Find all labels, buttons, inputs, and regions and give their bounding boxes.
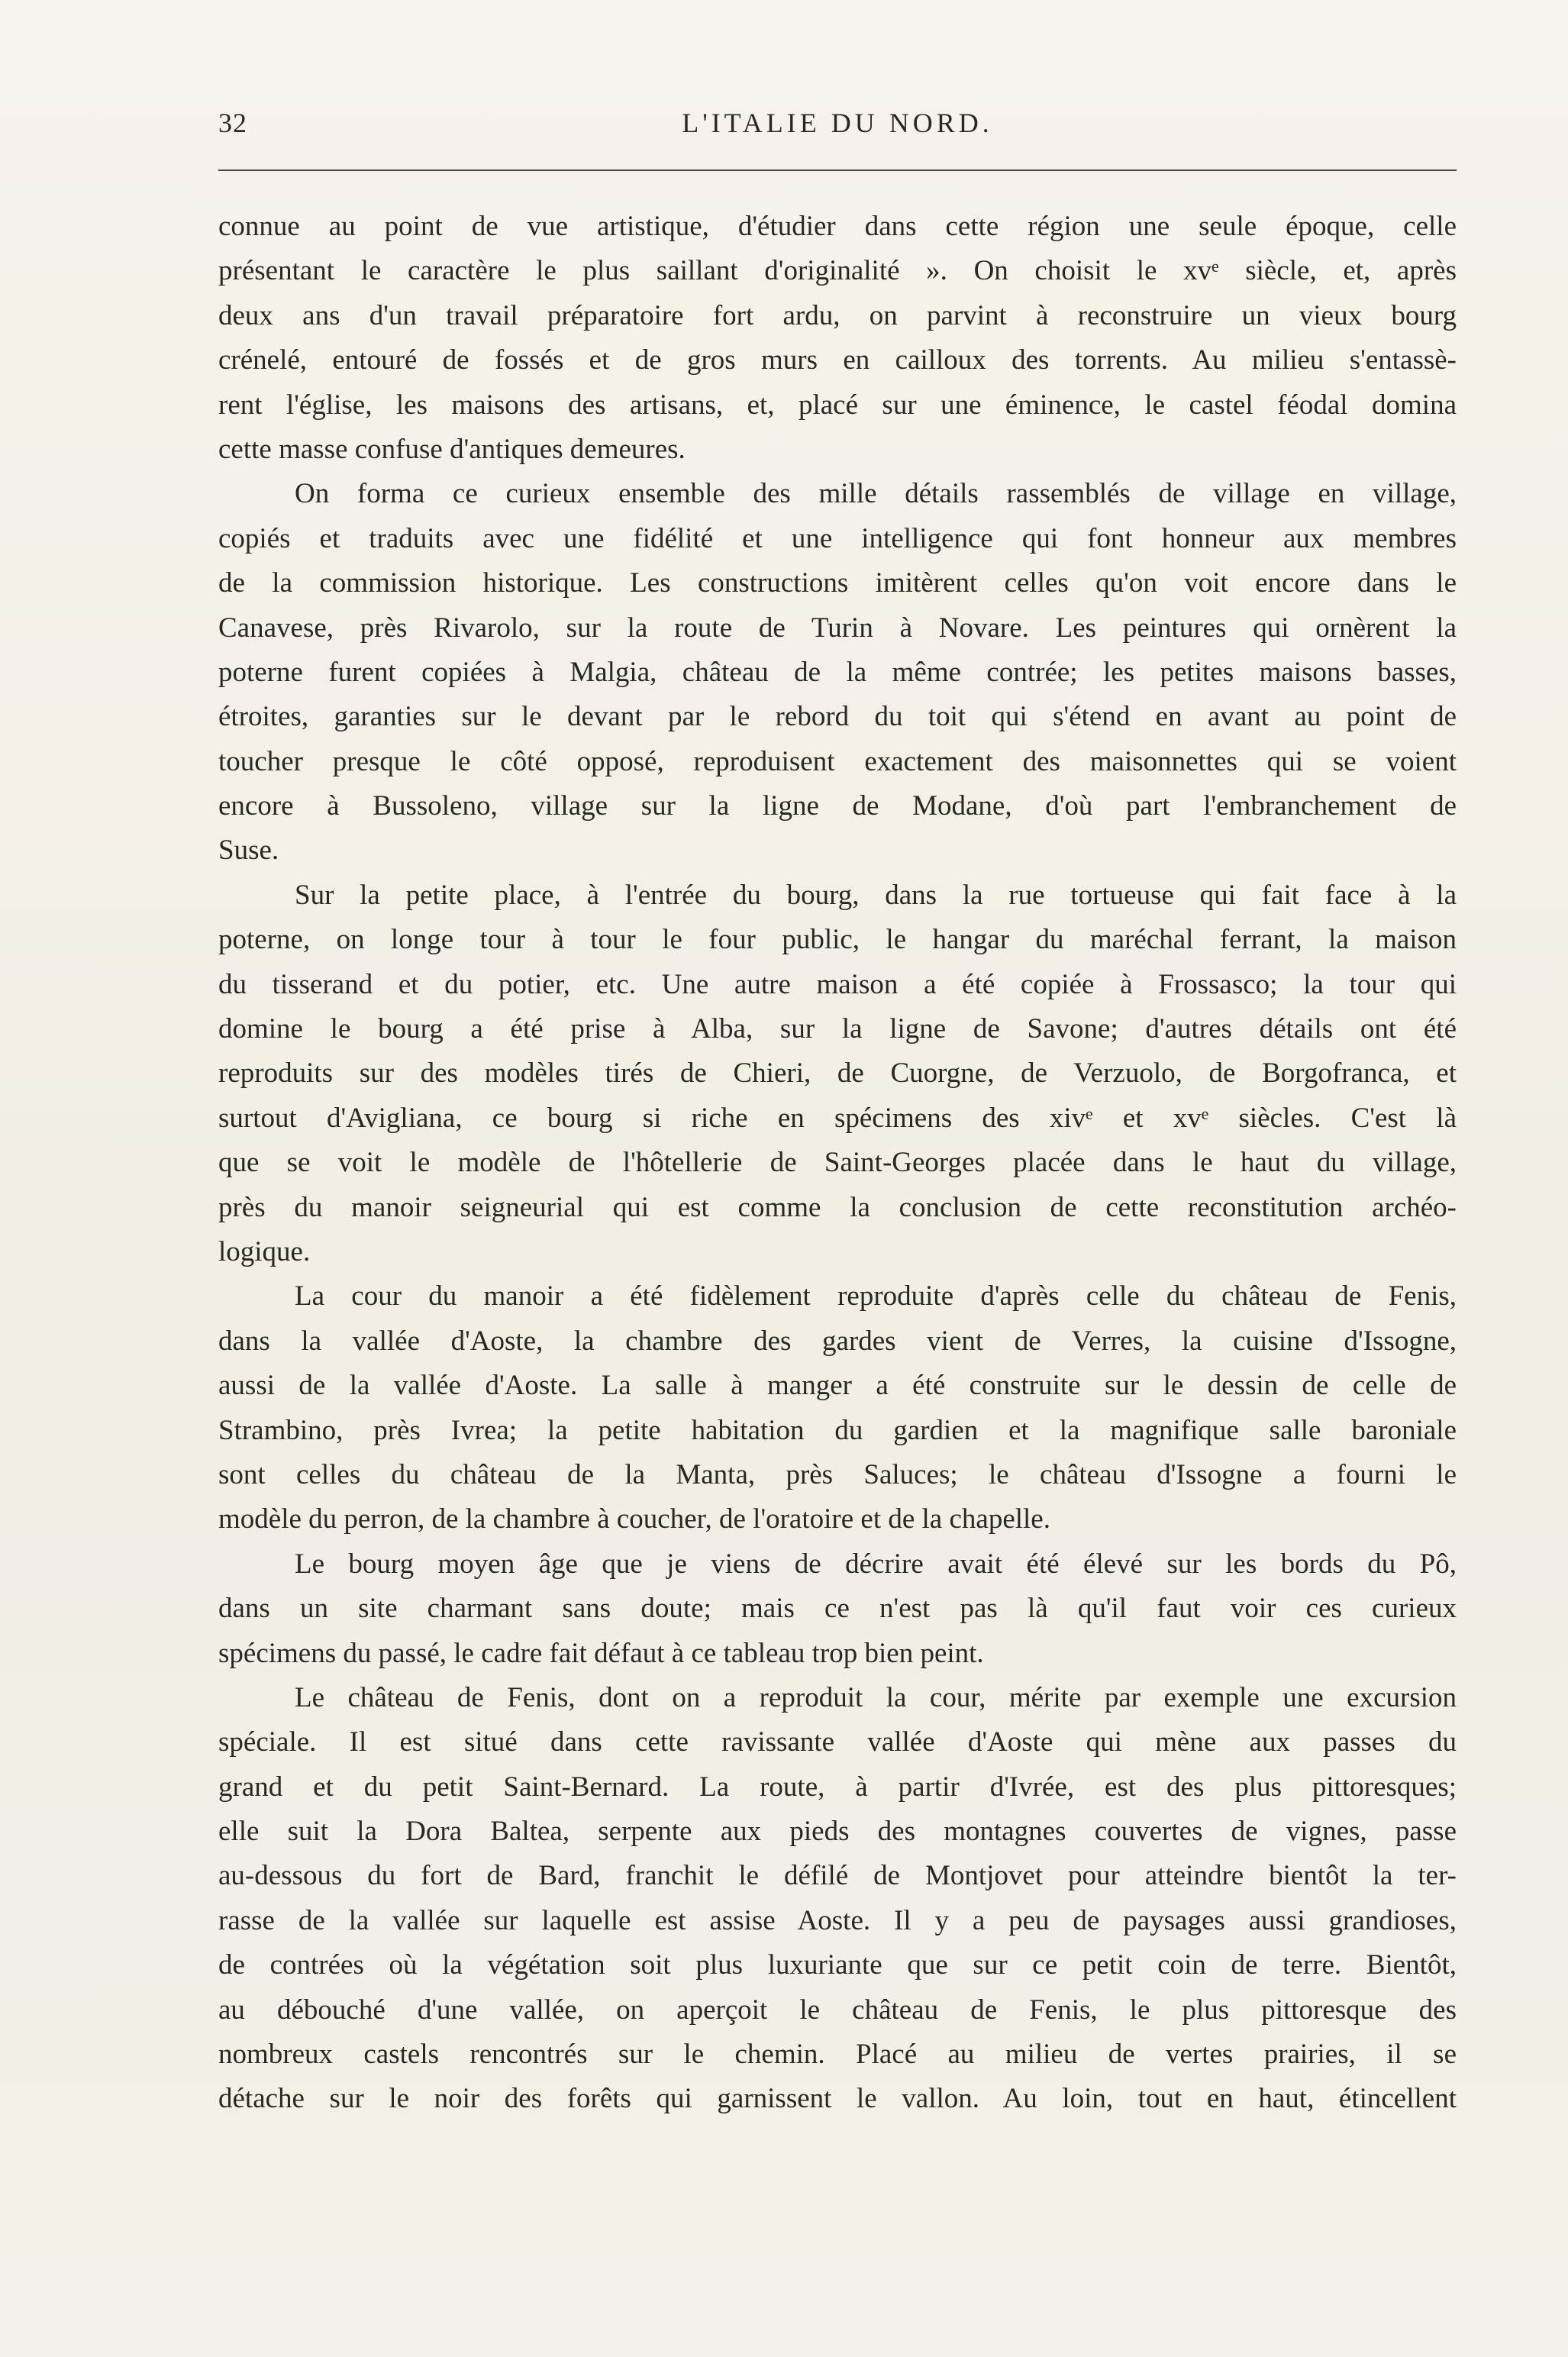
text-line: La cour du manoir a été fidèlement reproduite d'après celle du château de Fenis,	[295, 1280, 1457, 1312]
text-line: spéciale. Il est situé dans cette ravissante vallée d'Aoste qui mène aux passes du	[218, 1726, 1457, 1758]
body-text	[218, 205, 1457, 2122]
text-line: spécimens du passé, le cadre fait défaut à ce tableau trop bien peint.	[218, 1637, 984, 1669]
text-line: logique.	[218, 1235, 311, 1267]
text-line: On forma ce curieux ensemble des mille détails rassemblés de village en village,	[295, 478, 1457, 510]
text-line: aussi de la vallée d'Aoste. La salle à manger a été construite sur le dessin de celle de	[218, 1370, 1457, 1402]
text-line: de la commission historique. Les constructions imitèrent celles qu'on voit encore dans le	[218, 567, 1457, 599]
text-line: grand et du petit Saint-Bernard. La route, à partir d'Ivrée, est des plus pittoresques;	[218, 1771, 1457, 1803]
page-header	[218, 107, 1457, 153]
text-line: au débouché d'une vallée, on aperçoit le château de Fenis, le plus pittoresque des	[218, 1994, 1457, 2026]
text-line: Le bourg moyen âge que je viens de décrire avait été élevé sur les bords du Pô,	[295, 1548, 1457, 1580]
text-line: cette masse confuse d'antiques demeures.	[218, 433, 686, 465]
text-line: de contrées où la végétation soit plus luxuriante que sur ce petit coin de terre. Bientôt,	[218, 1949, 1457, 1981]
text-line: près du manoir seigneurial qui est comme la conclusion de cette reconstitution archéo-	[218, 1191, 1457, 1223]
text-line: poterne, on longe tour à tour le four public, le hangar du maréchal ferrant, la maison	[218, 924, 1457, 956]
text-line: poterne furent copiées à Malgia, château de la même contrée; les petites maisons basses,	[218, 656, 1457, 688]
running-title: L'ITALIE DU NORD.	[682, 108, 993, 138]
text-line: Canavese, près Rivarolo, sur la route de Turin à Novare. Les peintures qui ornèrent la	[218, 612, 1457, 644]
text-line: connue au point de vue artistique, d'étudier dans cette région une seule époque, celle	[218, 211, 1457, 242]
text-line: reproduits sur des modèles tirés de Chieri, de Cuorgne, de Verzuolo, de Borgofranca, et	[218, 1057, 1457, 1090]
text-line: encore à Bussoleno, village sur la ligne de Modane, d'où part l'embranchement de	[218, 790, 1457, 822]
text-line: crénelé, entouré de fossés et de gros murs en cailloux des torrents. Au milieu s'entassè-	[218, 344, 1457, 376]
text-line: rent l'église, les maisons des artisans, et, placé sur une éminence, le castel féodal domina	[218, 389, 1457, 421]
text-line: détache sur le noir des forêts qui garnissent le vallon. Au loin, tout en haut, étincellent	[218, 2083, 1457, 2115]
text-line: surtout d'Avigliana, ce bourg si riche en spécimens des xivᵉ et xvᵉ siècles. C'est là	[218, 1102, 1457, 1134]
text-line: nombreux castels rencontrés sur le chemin. Placé au milieu de vertes prairies, il se	[218, 2039, 1457, 2071]
text-line: Strambino, près Ivrea; la petite habitation du gardien et la magnifique salle baroniale	[218, 1414, 1457, 1446]
text-line: modèle du perron, de la chambre à coucher, de l'oratoire et de la chapelle.	[218, 1503, 1050, 1535]
text-line: Suse.	[218, 835, 279, 867]
text-line: du tisserand et du potier, etc. Une autre maison a été copiée à Frossasco; la tour qui	[218, 968, 1457, 1000]
text-line: présentant le caractère le plus saillant d'originalité ». On choisit le xvᵉ siècle, et, après	[218, 255, 1457, 287]
text-line: copiés et traduits avec une fidélité et une intelligence qui font honneur aux membres	[218, 522, 1457, 554]
text-line: étroites, garanties sur le devant par le rebord du toit qui s'étend en avant au point de	[218, 701, 1457, 733]
text-line: dans un site charmant sans doute; mais ce n'est pas là qu'il faut voir ces curieux	[218, 1593, 1457, 1625]
text-line: deux ans d'un travail préparatoire fort ardu, on parvint à reconstruire un vieux bourg	[218, 299, 1457, 331]
page-number: 32	[218, 108, 247, 138]
text-line: sont celles du château de la Manta, près Saluces; le château d'Issogne a fourni le	[218, 1458, 1457, 1490]
text-line: domine le bourg a été prise à Alba, sur la ligne de Savone; d'autres détails ont été	[218, 1013, 1457, 1045]
text-line: rasse de la vallée sur laquelle est assise Aoste. Il y a peu de paysages aussi grandioses,	[218, 1904, 1457, 1936]
text-line: Sur la petite place, à l'entrée du bourg, dans la rue tortueuse qui fait face à la	[295, 879, 1457, 911]
text-line: toucher presque le côté opposé, reproduisent exactement des maisonnettes qui se voient	[218, 745, 1457, 777]
header-rule	[218, 170, 1457, 171]
text-line: dans la vallée d'Aoste, la chambre des gardes vient de Verres, la cuisine d'Issogne,	[218, 1325, 1457, 1357]
text-line: Le château de Fenis, dont on a reproduit la cour, mérite par exemple une excursion	[295, 1681, 1457, 1713]
text-line: elle suit la Dora Baltea, serpente aux pieds des montagnes couvertes de vignes, passe	[218, 1816, 1457, 1848]
text-line: au-dessous du fort de Bard, franchit le défilé de Montjovet pour atteindre bientôt la ter-	[218, 1860, 1457, 1892]
text-line: que se voit le modèle de l'hôtellerie de Saint-Georges placée dans le haut du village,	[218, 1147, 1457, 1179]
